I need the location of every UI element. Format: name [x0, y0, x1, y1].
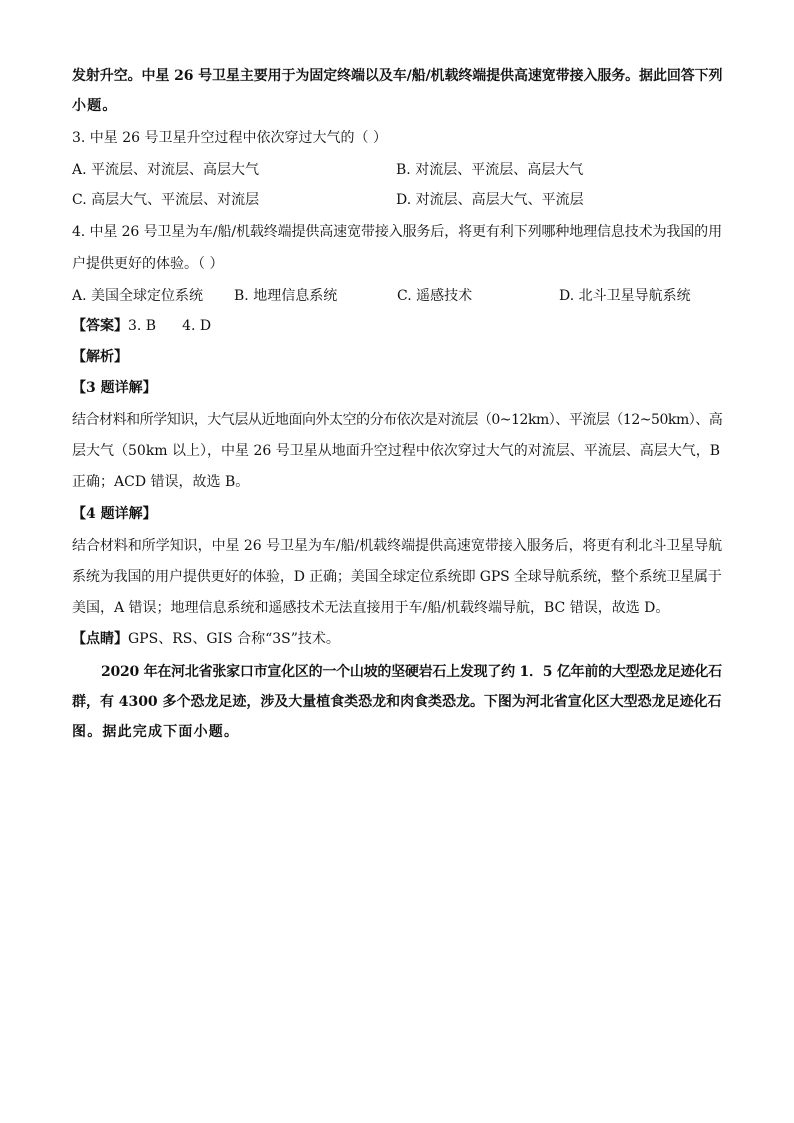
intro-line-1: 发射升空。中星 26 号卫星主要用于为固定终端以及车/船/机载终端提供高速宽带接入服务。据此回答下列: [72, 68, 723, 84]
tip-label: 【点睛】: [72, 631, 128, 647]
question-4-stem-line-2: 户提供更好的体验。（ ）: [72, 256, 224, 272]
intro-line-2: 小题。: [72, 98, 118, 114]
passage-line-1: 2020 年在河北省张家口市宣化区的一个山坡的坚硬岩石上发现了约 1．5 亿年前的大型恐龙足迹化石: [101, 664, 722, 680]
detail-4-line-2: 系统为我国的用户提供更好的体验，D 正确；美国全球定位系统即 GPS 全球导航系统，整个系统卫星属于: [72, 569, 722, 585]
detail-4-line-3: 美国，A 错误；地理信息系统和遥感技术无法直接用于车/船/机载终端导航，BC 错误，故选 D。: [72, 600, 670, 616]
passage-line-2: 群，有 4300 多个恐龙足迹，涉及大量植食类恐龙和肉食类恐龙。下图为河北省宣化区大型恐龙足迹化石: [72, 694, 722, 710]
question-3-option-d: D. 对流层、高层大气、平流层: [396, 192, 584, 208]
detail-3-label: 【3 题详解】: [72, 380, 157, 396]
question-3-option-a: A. 平流层、对流层、高层大气: [72, 162, 260, 178]
detail-4-line-1: 结合材料和所学知识，中星 26 号卫星为车/船/机载终端提供高速宽带接入服务后，将更有利北斗卫星导航: [72, 538, 723, 554]
analysis-label: 【解析】: [72, 349, 128, 365]
answer-4: 4. D: [182, 318, 212, 334]
question-4-option-a: A. 美国全球定位系统: [72, 288, 204, 304]
answer-label: 【答案】: [72, 318, 128, 334]
detail-3-line-1: 结合材料和所学知识，大气层从近地面向外太空的分布依次是对流层（0~12km）、平流层（12~50km）、高: [72, 412, 723, 428]
question-3-option-c: C. 高层大气、平流层、对流层: [72, 192, 260, 208]
question-3-stem: 3. 中星 26 号卫星升空过程中依次穿过大气的（ ）: [72, 130, 387, 146]
tip-text: GPS、RS、GIS 合称“3S”技术。: [128, 631, 340, 647]
detail-3-line-2: 层大气（50km 以上），中星 26 号卫星从地面升空过程中依次穿过大气的对流层、平流层、高层大气，B: [72, 443, 721, 459]
question-3-option-b: B. 对流层、平流层、高层大气: [396, 162, 584, 178]
answer-3: 3. B: [128, 318, 157, 334]
question-4-option-d: D. 北斗卫星导航系统: [559, 288, 691, 304]
question-4-option-c: C. 遥感技术: [397, 288, 473, 304]
question-4-stem-line-1: 4. 中星 26 号卫星为车/船/机载终端提供高速宽带接入服务后，将更有利下列哪种地理信息技术为我国的用: [72, 224, 722, 240]
answer-line: [72, 316, 211, 336]
question-4-option-b: B. 地理信息系统: [234, 288, 338, 304]
tip-line: [72, 629, 340, 649]
passage-line-3: 图。据此完成下面小题。: [72, 724, 240, 740]
detail-4-label: 【4 题详解】: [72, 506, 157, 522]
detail-3-line-3: 正确；ACD 错误，故选 B。: [72, 474, 250, 490]
